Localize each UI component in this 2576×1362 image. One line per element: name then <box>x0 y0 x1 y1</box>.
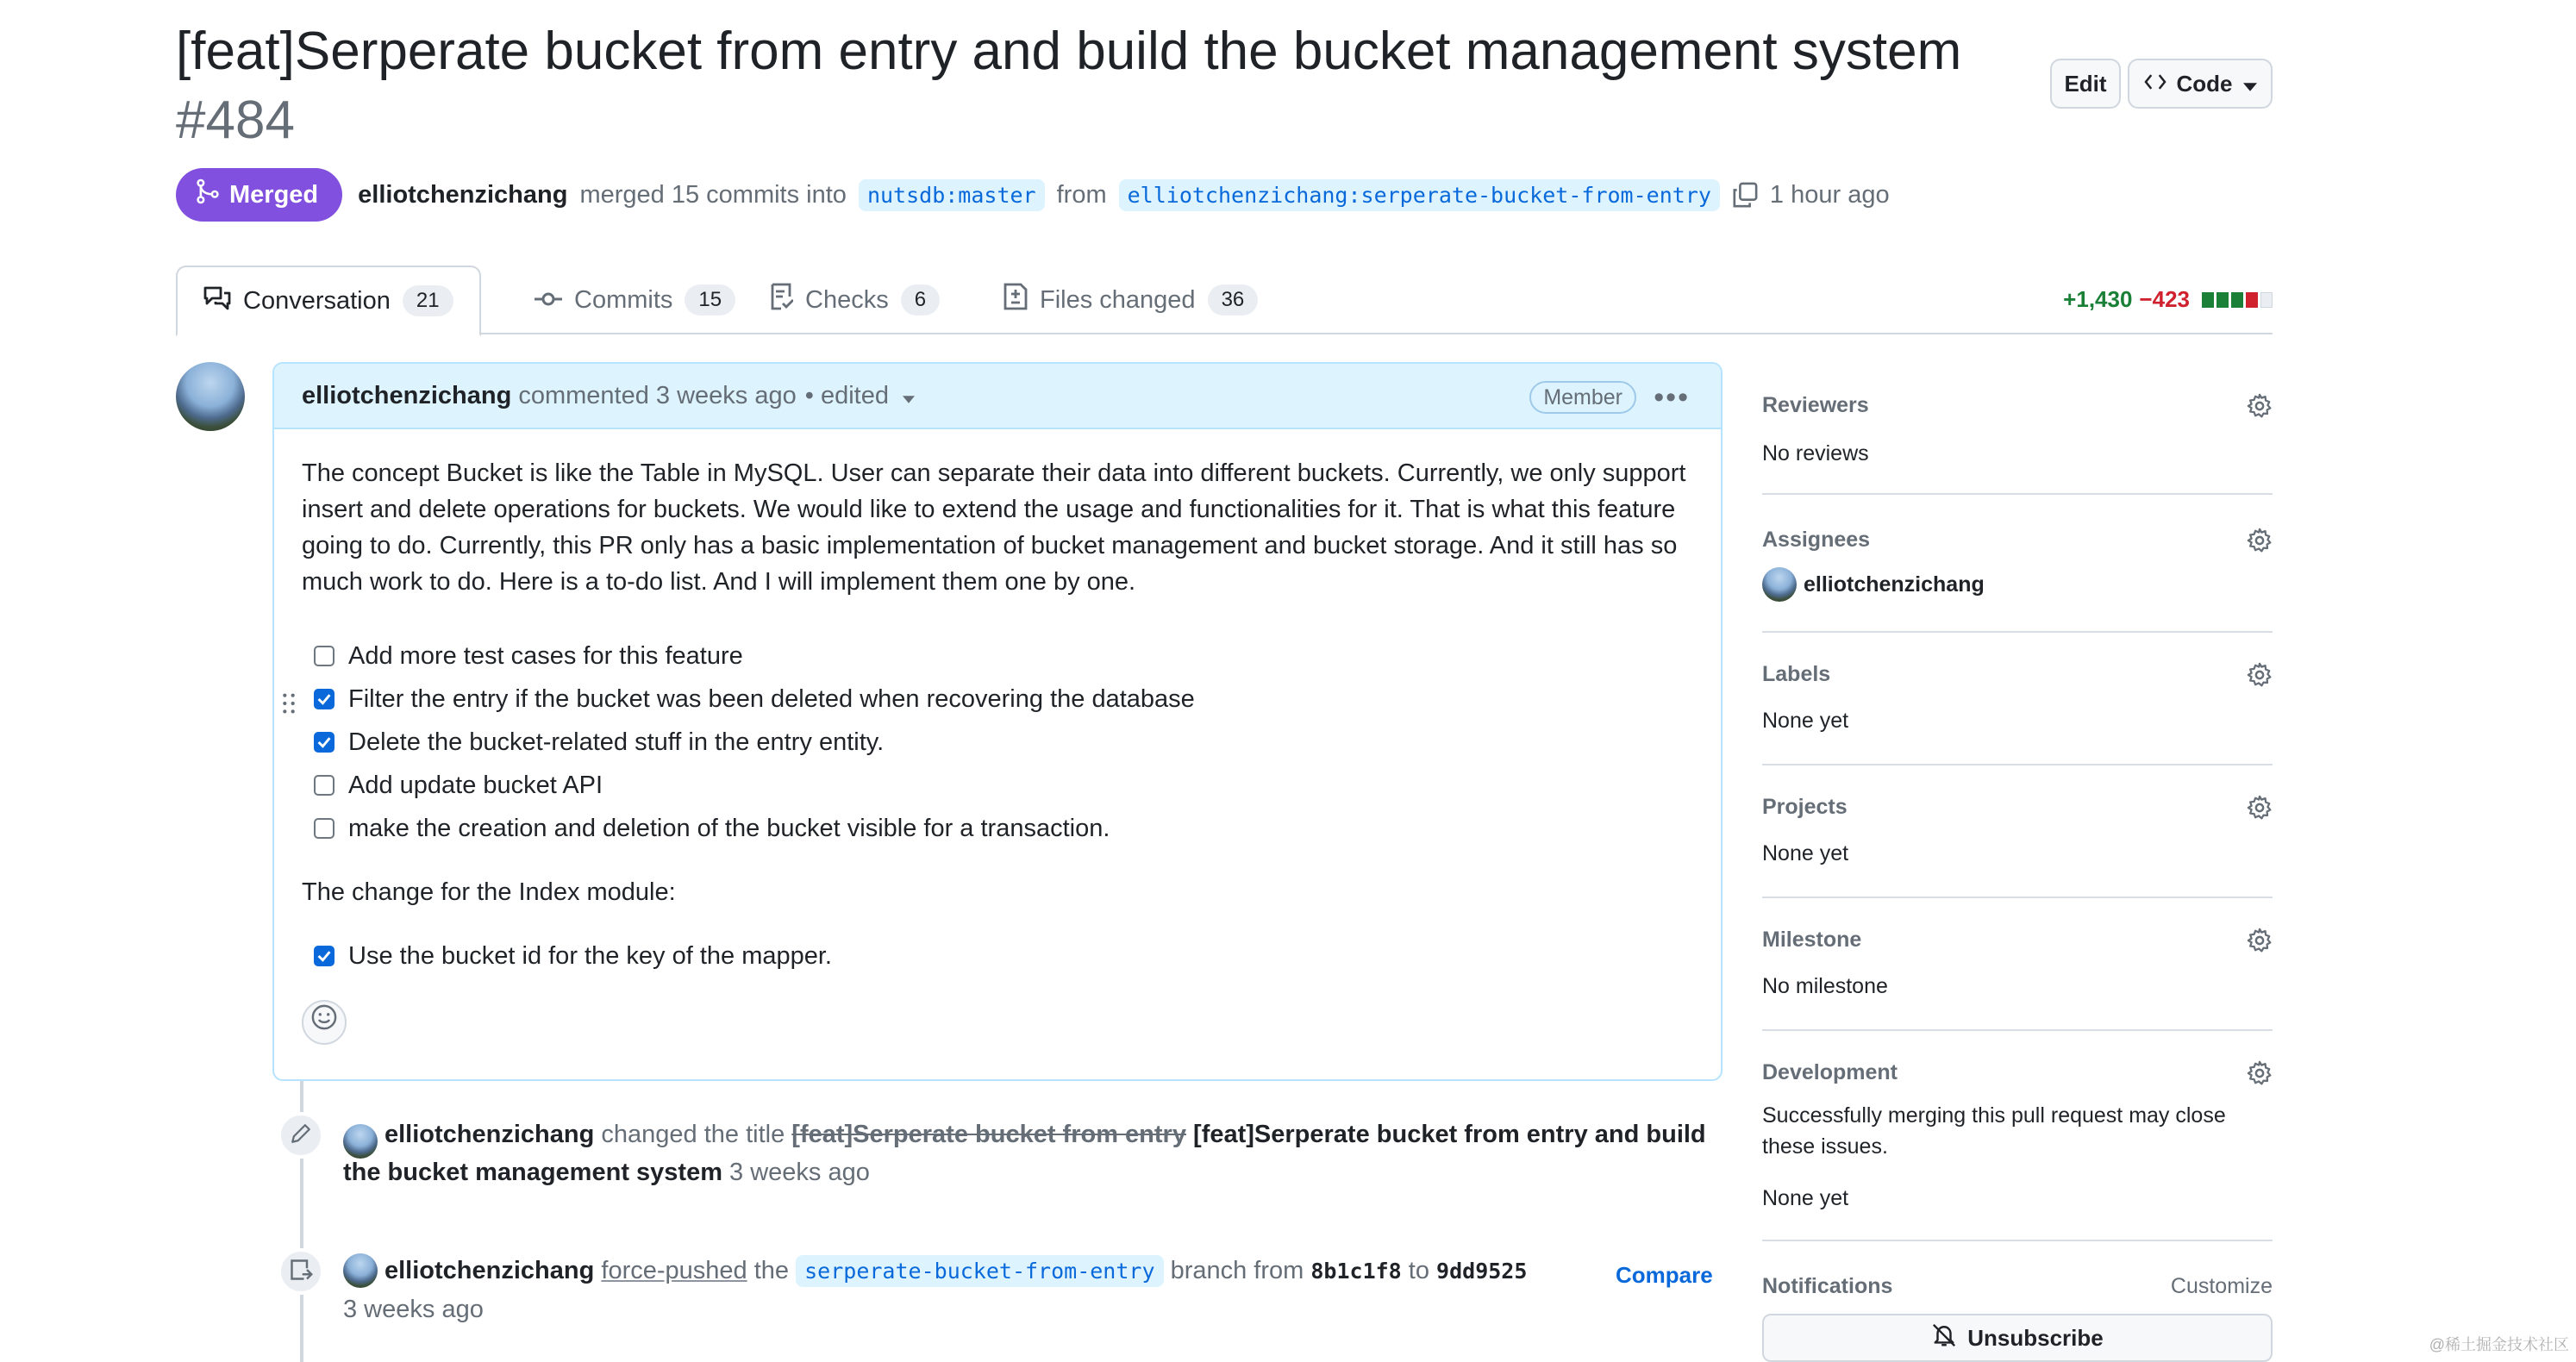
triangle-down-icon <box>2243 71 2257 97</box>
kebab-horizontal-icon[interactable]: ••• <box>1654 381 1690 414</box>
gear-icon[interactable] <box>2247 1060 2273 1090</box>
diffstat-deletions: −423 <box>2139 286 2190 312</box>
task-list <box>302 634 1693 850</box>
sidebar-assignees-label[interactable]: Assignees <box>1762 528 1871 552</box>
comment-action: commented 3 weeks ago <box>518 381 797 409</box>
pr-meta-row <box>176 168 1890 222</box>
git-merge-icon <box>197 178 219 211</box>
diffstat-blocks <box>2202 292 2273 308</box>
task-label: Add update bucket API <box>348 772 603 799</box>
diffstat-block-del <box>2246 292 2258 308</box>
task-checkbox[interactable] <box>314 732 335 753</box>
edit-button[interactable] <box>2050 59 2121 109</box>
event-author-link[interactable]: elliotchenzichang <box>385 1121 595 1148</box>
pr-tabs <box>176 266 2273 334</box>
task-item <box>302 678 1693 721</box>
triangle-down-icon <box>896 382 915 409</box>
new-title: [feat]Serperate bucket from entry and build the bucket management system <box>343 1121 1706 1186</box>
code-button-label: Code <box>2176 70 2233 97</box>
diffstat <box>2063 286 2273 313</box>
task-label: Add more test cases for this feature <box>348 642 743 670</box>
the-text: the <box>753 1257 790 1284</box>
tab-files-changed-count: 36 <box>1208 284 1259 316</box>
sidebar-development-note: Successfully merging this pull request may close these issues. <box>1762 1103 2226 1159</box>
sidebar-projects-label[interactable]: Projects <box>1762 795 1848 819</box>
sidebar-reviewers <box>1762 393 2273 495</box>
timeline-badge <box>278 1248 324 1295</box>
grabber-icon[interactable] <box>283 688 295 724</box>
pr-number: #484 <box>176 91 295 150</box>
task-item <box>302 764 1693 807</box>
comment-paragraph: The concept Bucket is like the Table in MySQL. User can separate their data into different buckets. Currently, we only support insert and delete operations for buckets. We would like to extend the usage and functionalities for it. That is what this feature going to do. Currently, this PR only has a basic implementation of bucket management and bucket storage. And it still has so much work to do. Here is a to-do list. And I will implement them one by one. <box>302 459 1686 596</box>
from-sha-link[interactable]: 8b1c1f8 <box>1310 1259 1402 1284</box>
task-checkbox[interactable] <box>314 946 335 966</box>
tab-conversation[interactable] <box>176 266 481 336</box>
task-item <box>302 721 1693 764</box>
gear-icon[interactable] <box>2247 528 2273 558</box>
merged-time: 1 hour ago <box>1769 180 1890 209</box>
merged-text: merged 15 commits into <box>579 180 847 209</box>
smiley-icon <box>311 1004 337 1040</box>
diffstat-block-add <box>2216 292 2229 308</box>
sidebar-labels-label[interactable]: Labels <box>1762 662 1831 686</box>
task-label: make the creation and deletion of the bucket visible for a transaction. <box>348 815 1110 842</box>
tab-commits[interactable] <box>535 266 735 334</box>
sidebar-reviewers-label[interactable]: Reviewers <box>1762 393 1869 417</box>
tab-commits-count: 15 <box>685 284 735 316</box>
comment-discussion-icon <box>203 284 231 317</box>
checklist-icon <box>769 283 793 317</box>
tab-checks-count: 6 <box>901 284 940 316</box>
watermark: @稀土掘金技术社区 <box>2429 1336 2569 1353</box>
sidebar-projects-value: None yet <box>1762 841 1849 865</box>
state-badge <box>176 168 342 222</box>
diffstat-block-add <box>2202 292 2214 308</box>
event-author-link[interactable]: elliotchenzichang <box>385 1257 595 1284</box>
sidebar-development-value: None yet <box>1762 1186 1849 1210</box>
sidebar-development <box>1762 1060 2273 1241</box>
head-branch-link[interactable]: elliotchenzichang:serperate-bucket-from-entry <box>1119 179 1720 211</box>
tab-commits-label: Commits <box>574 285 673 314</box>
timeline-event-force-pushed <box>343 1252 1602 1328</box>
task-item <box>302 934 1693 978</box>
gear-icon[interactable] <box>2247 795 2273 825</box>
avatar[interactable] <box>1762 567 1797 602</box>
sidebar-assignees <box>1762 528 2273 633</box>
diffstat-block-add <box>2231 292 2243 308</box>
unsubscribe-label: Unsubscribe <box>1967 1324 2104 1351</box>
event-action: changed the title <box>601 1121 785 1148</box>
unsubscribe-button[interactable] <box>1762 1314 2273 1362</box>
task-checkbox[interactable] <box>314 646 335 666</box>
task-label: Filter the entry if the bucket was been deleted when recovering the database <box>348 685 1195 713</box>
code-dropdown-button[interactable] <box>2128 59 2273 109</box>
diffstat-additions: +1,430 <box>2063 286 2133 312</box>
copy-icon[interactable] <box>1732 182 1758 208</box>
sidebar-projects <box>1762 795 2273 898</box>
edited-label: • edited <box>804 381 889 409</box>
comment-body <box>274 429 1721 1071</box>
comment-header <box>274 364 1721 429</box>
member-badge: Member <box>1529 381 1636 414</box>
gear-icon[interactable] <box>2247 928 2273 958</box>
assignee-link[interactable]: elliotchenzichang <box>1804 572 1985 597</box>
index-task-list <box>302 934 1693 978</box>
to-text: to <box>1408 1257 1429 1284</box>
event-time: 3 weeks ago <box>343 1296 484 1323</box>
old-title: [feat]Serperate bucket from entry <box>791 1121 1186 1148</box>
base-branch-link[interactable]: nutsdb:master <box>859 179 1045 211</box>
sidebar-notifications <box>1762 1274 2273 1362</box>
gear-icon[interactable] <box>2247 662 2273 692</box>
sidebar-notifications-label: Notifications <box>1762 1274 1893 1298</box>
branch-from-text: branch from <box>1170 1257 1304 1284</box>
bell-slash-icon <box>1931 1322 1957 1354</box>
tab-files-changed[interactable] <box>1004 266 1258 334</box>
tab-conversation-label: Conversation <box>243 286 391 315</box>
page-title <box>176 17 1986 155</box>
customize-link[interactable]: Customize <box>2170 1274 2273 1298</box>
comment-author-link[interactable]: elliotchenzichang <box>302 381 512 409</box>
tab-conversation-count: 21 <box>403 285 453 316</box>
task-checkbox[interactable] <box>314 689 335 709</box>
event-time: 3 weeks ago <box>729 1159 870 1186</box>
gear-icon[interactable] <box>2247 393 2273 423</box>
sidebar-labels <box>1762 662 2273 765</box>
sidebar-milestone-value: No milestone <box>1762 974 1888 998</box>
force-pushed-link[interactable]: force-pushed <box>601 1257 747 1284</box>
task-checkbox[interactable] <box>314 775 335 796</box>
task-item <box>302 807 1693 850</box>
branch-link[interactable]: serperate-bucket-from-entry <box>796 1255 1163 1287</box>
sidebar-development-label[interactable]: Development <box>1762 1060 1898 1084</box>
task-item <box>302 634 1693 678</box>
tab-files-changed-label: Files changed <box>1040 285 1196 314</box>
task-checkbox[interactable] <box>314 818 335 839</box>
code-icon <box>2144 71 2166 97</box>
git-commit-icon <box>535 286 562 315</box>
timeline-badge <box>278 1112 324 1159</box>
pr-title-text: [feat]Serperate bucket from entry and build the bucket management system <box>176 22 1962 81</box>
pr-description-comment <box>272 362 1723 1081</box>
repo-push-icon <box>289 1258 313 1286</box>
to-sha-link[interactable]: 9dd9525 <box>1436 1259 1528 1284</box>
index-heading: The change for the Index module: <box>302 878 676 906</box>
compare-link[interactable]: Compare <box>1616 1262 1713 1288</box>
state-label: Merged <box>229 180 319 209</box>
tab-checks-label: Checks <box>805 285 889 314</box>
edit-button-label: Edit <box>2064 70 2107 97</box>
pencil-icon <box>290 1122 312 1149</box>
edited-dropdown[interactable] <box>805 382 915 410</box>
diffstat-block-neutral <box>2260 292 2273 308</box>
sidebar-labels-value: None yet <box>1762 709 1849 733</box>
sidebar-milestone-label[interactable]: Milestone <box>1762 928 1862 952</box>
pr-author-link[interactable]: elliotchenzichang <box>358 180 568 209</box>
sidebar-reviewers-value: No reviews <box>1762 441 1869 465</box>
from-text: from <box>1056 180 1107 209</box>
file-diff-icon <box>1004 283 1028 317</box>
timeline-event-renamed <box>343 1115 1723 1191</box>
sidebar-milestone <box>1762 928 2273 1031</box>
task-label: Use the bucket id for the key of the mapper. <box>348 942 832 970</box>
avatar[interactable] <box>176 362 245 431</box>
task-label: Delete the bucket-related stuff in the entry entity. <box>348 728 885 756</box>
tab-checks[interactable] <box>769 266 940 334</box>
add-reaction-button[interactable] <box>302 1000 347 1045</box>
